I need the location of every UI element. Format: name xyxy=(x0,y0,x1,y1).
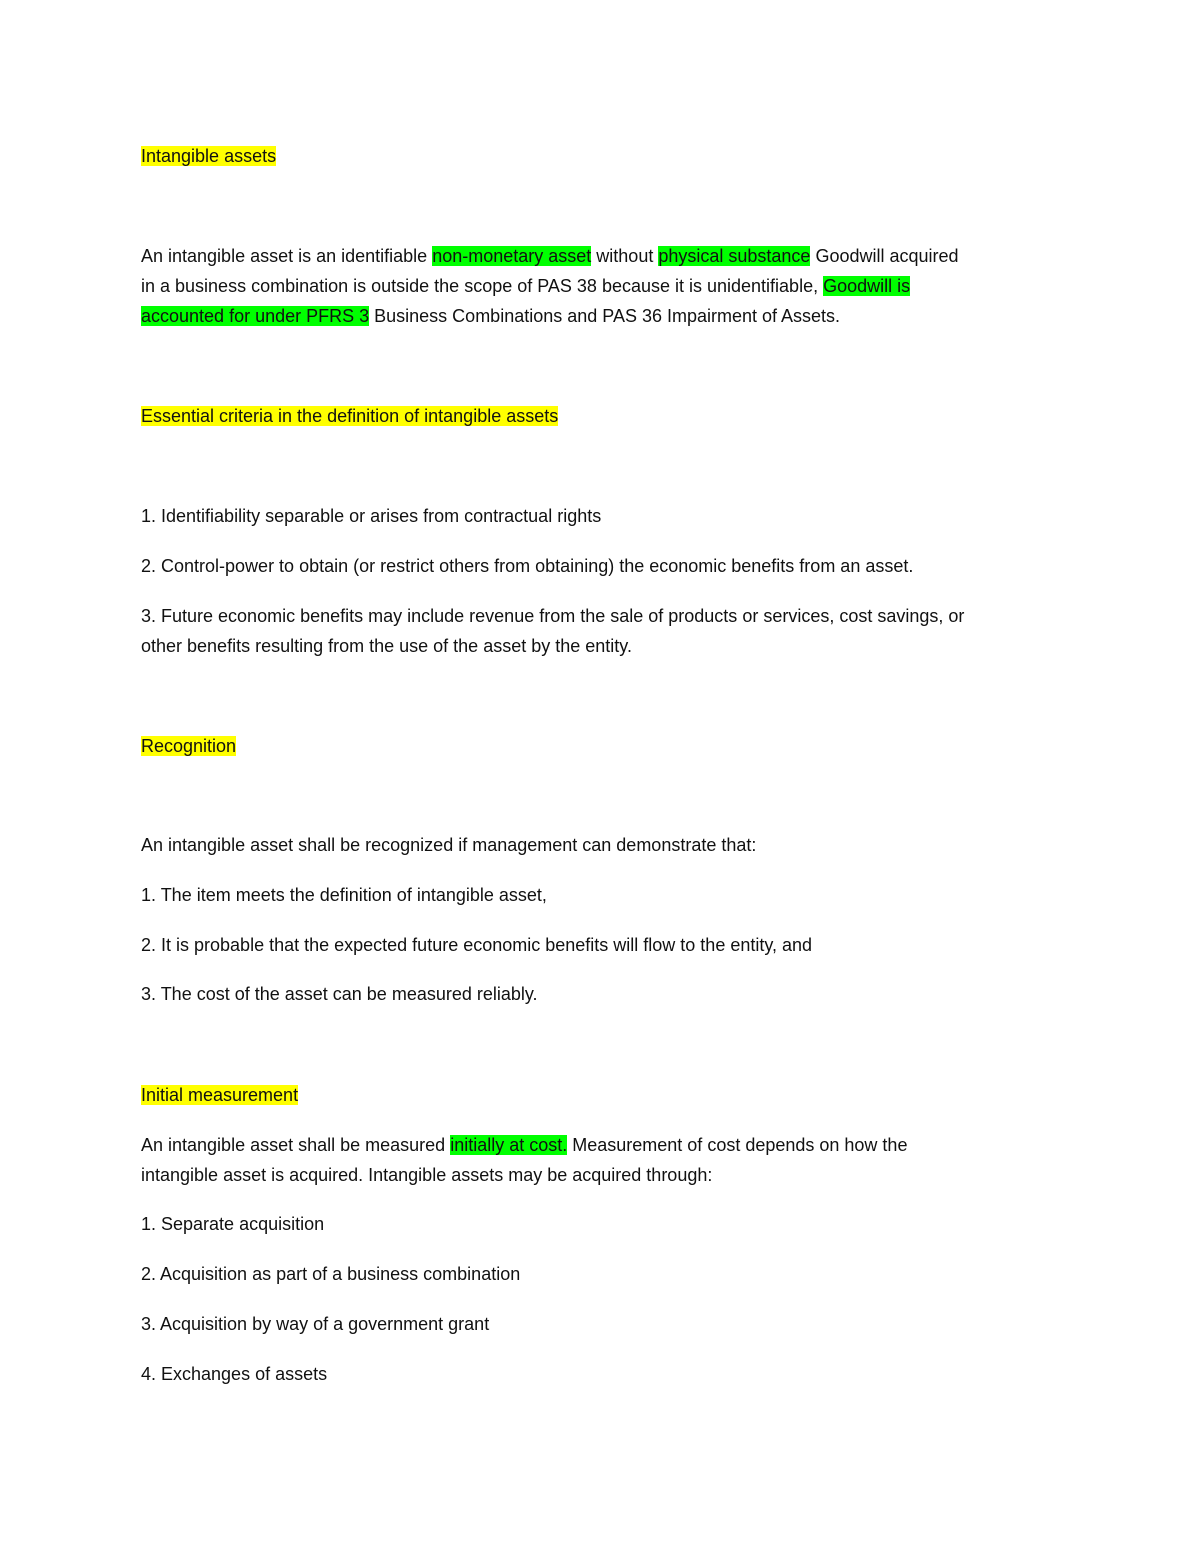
heading-initial-measurement xyxy=(141,1082,1061,1108)
acquisition-item-2: 2. Acquisition as part of a business combination xyxy=(141,1264,521,1284)
highlight-physical-substance: physical substance xyxy=(658,246,811,266)
text-run: Business Combinations and PAS 36 Impairment of Assets. xyxy=(369,306,841,326)
text-run: Goodwill acquired xyxy=(810,246,959,266)
heading-highlight: Recognition xyxy=(141,736,237,756)
heading-recognition xyxy=(141,733,1061,759)
initial-measurement-line-1 xyxy=(141,1132,1061,1158)
recognition-item-3: 3. The cost of the asset can be measured reliably. xyxy=(141,984,538,1004)
definition-line-3 xyxy=(141,303,1061,329)
criteria-item-3: 3. Future economic benefits may include revenue from the sale of products or services, cost savings, or xyxy=(141,606,965,626)
text-run: in a business combination is outside the scope of PAS 38 because it is unidentifiable, xyxy=(141,276,824,296)
heading-intangible-assets xyxy=(141,143,1061,169)
criteria-item-3-continued: other benefits resulting from the use of the asset by the entity. xyxy=(141,636,632,656)
text-run: without xyxy=(591,246,659,266)
text-run: Measurement of cost depends on how the xyxy=(567,1135,908,1155)
initial-measurement-line-2: intangible asset is acquired. Intangible assets may be acquired through: xyxy=(141,1165,713,1185)
recognition-item-2: 2. It is probable that the expected future economic benefits will flow to the entity, and xyxy=(141,935,813,955)
heading-highlight: Intangible assets xyxy=(141,146,277,166)
highlight-accounted-for-under-pfrs-3: accounted for under PFRS 3 xyxy=(141,306,370,326)
acquisition-item-4: 4. Exchanges of assets xyxy=(141,1364,328,1384)
recognition-intro: An intangible asset shall be recognized if management can demonstrate that: xyxy=(141,835,757,855)
heading-highlight: Initial measurement xyxy=(141,1085,299,1105)
acquisition-item-1: 1. Separate acquisition xyxy=(141,1214,325,1234)
criteria-item-2: 2. Control-power to obtain (or restrict others from obtaining) the economic benefits from an asset. xyxy=(141,556,914,576)
definition-line-1 xyxy=(141,243,1061,269)
highlight-initially-at-cost: initially at cost. xyxy=(450,1135,568,1155)
text-run: An intangible asset shall be measured xyxy=(141,1135,451,1155)
acquisition-item-3: 3. Acquisition by way of a government grant xyxy=(141,1314,490,1334)
heading-highlight: Essential criteria in the definition of intangible assets xyxy=(141,406,559,426)
recognition-item-1: 1. The item meets the definition of intangible asset, xyxy=(141,885,547,905)
definition-line-2 xyxy=(141,273,1061,299)
heading-essential-criteria xyxy=(141,403,1061,429)
criteria-item-1: 1. Identifiability separable or arises from contractual rights xyxy=(141,506,602,526)
text-run: An intangible asset is an identifiable xyxy=(141,246,433,266)
highlight-non-monetary-asset: non-monetary asset xyxy=(432,246,592,266)
highlight-goodwill-is: Goodwill is xyxy=(823,276,911,296)
